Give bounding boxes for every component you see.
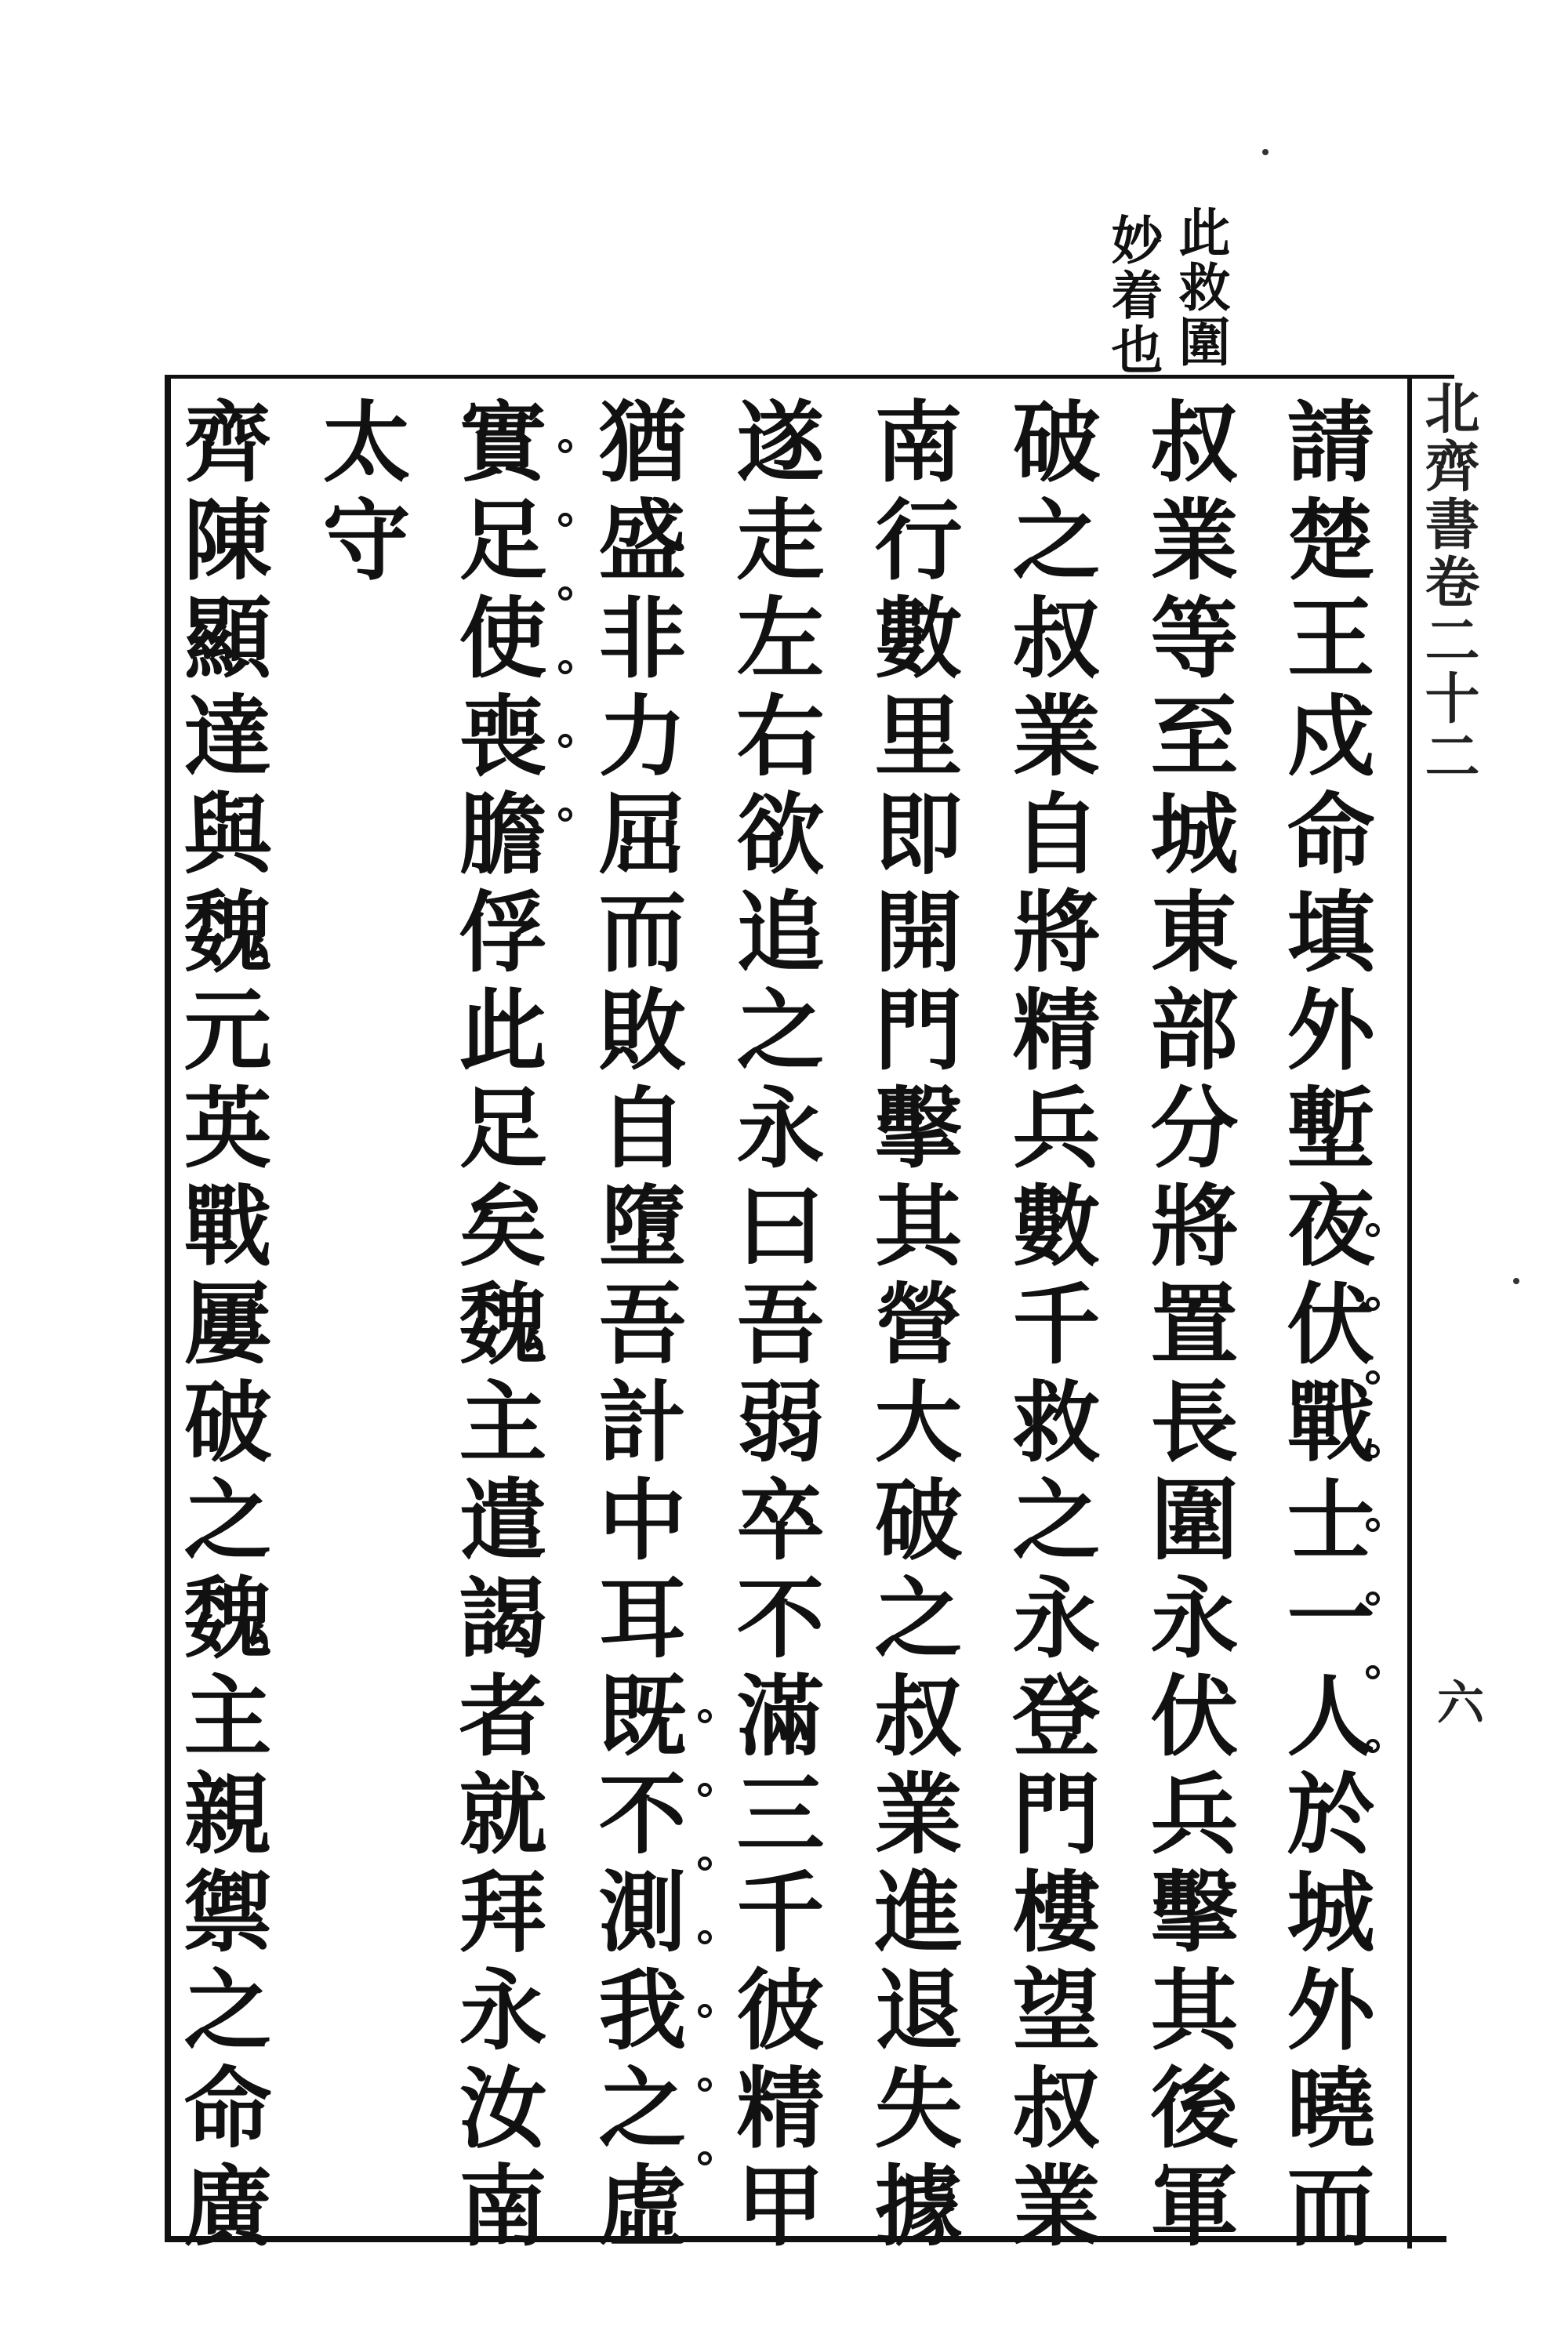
emphasis-circle-icon [698, 2078, 712, 2092]
emphasis-circle-icon [698, 1857, 712, 1871]
text-column-3: 破之叔業自將精兵數千救之永登門樓望叔業 [998, 396, 1101, 2258]
frame-bottom-rule [1407, 2236, 1446, 2242]
print-speck [1262, 149, 1269, 155]
annotation-line-1: 此救圍 [1170, 205, 1231, 370]
emphasis-circle-icon [1366, 1665, 1380, 1679]
emphasis-circle-icon [698, 1783, 712, 1797]
emphasis-circle-icon [1366, 1370, 1380, 1385]
text-column-6: 猶盛非力屈而敗自墮吾計中耳既不測我之虛 [584, 396, 687, 2258]
text-column-8: 太守 [308, 396, 411, 592]
emphasis-circle-icon [558, 439, 572, 453]
emphasis-circle-icon [558, 808, 572, 822]
text-column-5: 遂走左右欲追之永曰吾弱卒不滿三千彼精甲 [722, 396, 825, 2258]
emphasis-circle-icon [558, 734, 572, 748]
emphasis-circle-icon [1366, 1592, 1380, 1606]
text-column-4: 南行數里即開門擊其營大破之叔業進退失據 [860, 396, 963, 2258]
emphasis-marks-column-6-lower [698, 1709, 713, 2225]
emphasis-circle-icon [698, 2151, 712, 2165]
page-header [1417, 368, 1479, 1372]
text-column-9: 齊陳顯達與魏元英戰屢破之魏主親禦之命廣 [169, 396, 272, 2258]
emphasis-circle-icon [1366, 1444, 1380, 1458]
emphasis-circle-icon [1366, 1739, 1380, 1753]
emphasis-marks-column-7-upper [558, 439, 574, 881]
text-column-2: 叔業等至城東部分將置長圍永伏兵擊其後軍 [1136, 396, 1239, 2258]
folio-number: 六 [1429, 1678, 1484, 1725]
annotation-line-2: 妙着也 [1102, 213, 1163, 378]
text-column-7: 實足使喪膽俘此足矣魏主遣謁者就拜永汝南 [445, 396, 547, 2258]
emphasis-circle-icon [698, 1709, 712, 1723]
emphasis-circle-icon [698, 1930, 712, 1944]
header-title: 北齊書卷二十二 [1416, 379, 1481, 786]
text-column-1: 請楚王戍命填外塹夜伏戰士一人於城外曉而 [1272, 396, 1375, 2258]
emphasis-circle-icon [558, 586, 572, 601]
emphasis-circle-icon [558, 660, 572, 674]
emphasis-circle-icon [558, 513, 572, 527]
emphasis-marks-column-1 [1366, 1223, 1381, 1813]
frame-right-rule [1407, 375, 1412, 2249]
emphasis-circle-icon [1366, 1223, 1380, 1237]
emphasis-circle-icon [698, 2004, 712, 2018]
emphasis-circle-icon [1366, 1518, 1380, 1532]
print-speck [1513, 1278, 1519, 1284]
emphasis-circle-icon [1366, 1297, 1380, 1311]
